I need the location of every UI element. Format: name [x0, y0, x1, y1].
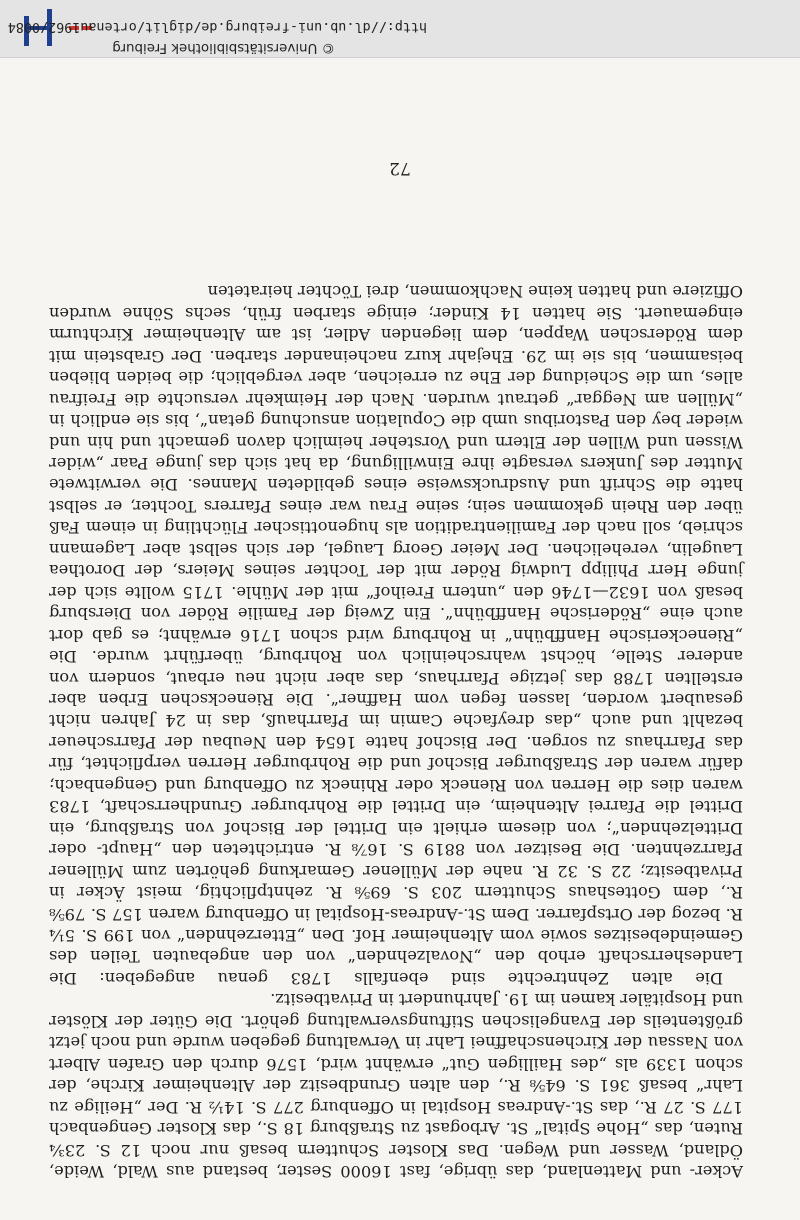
copyright-notice: © Universitätsbibliothek Freiburg: [112, 40, 335, 55]
page-number: 72: [389, 158, 411, 178]
page-text: [49, 281, 743, 1182]
paragraph-1: Acker- und Mattenland, das übrige, fast 16000 Sester, bestand aus Wald, Weide, Ödland, Wasser und Wegen. Das Kloster Schuttern besaß nur noch 12 S. 23¾ Ruten, das „Hohe Spital“ St. Arbogast zu Straßburg 18 S., das Kloster Gengenbach 177 S. 27 R., das St.-Andreas Hospital in Offenburg 277 S. 14½ R. Der „Heilige zu Lahr“ besaß 361 S. 64⅝ R., den alten Grundbesitz der Altenheimer Kirche, der schon 1339 als „des Hailligen Gut“ erwähnt wird, 1576 durch den Grafen Albert von Nassau der Kirchenschaffnei Lahr in Verwaltung gegeben wurde und noch jetzt größtenteils der Evangelischen Stiftungsverwaltung gehört. Die Güter der Klöster und Hospitäler kamen im 19. Jahrhundert in Privatbesitz.: [49, 990, 743, 1181]
scanned-page: [0, 58, 800, 1220]
source-url[interactable]: http://dl.ub.uni-freiburg.de/diglit/ortenau1962/0084: [7, 19, 427, 34]
paragraph-2: Die alten Zehntrechte sind ebenfalls 1783 genau angegeben: Die Landesherrschaft erhob den „Novalzehnden“ von den angebauten Teilen des Gemeindebesitzes sowie vom Altenheimer Hof. Den „Etterzehnden“ von 199 S. 5¼ R. bezog der Ortspfarrer. Dem St.-Andreas-Hospital in Offenburg waren 157 S. 79⅝ R., dem Gotteshaus Schuttern 203 S. 69⅝ R. zehntpflichtig, meist Äcker in Privatbesitz; 22 S. 32 R. nahe der Müllener Gemarkung gehörten zum Müllener Pfarrzehnten. Die Besitzer von 8819 S. 16⅞ R. entrichteten den „Haupt- oder Drittelzehnden“; von diesem erhielt ein Drittel der Bischof von Straßburg, ein Drittel die Pfarrei Altenheim, ein Drittel die Rohrburger Grundherrschaft, 1783 waren dies die Herren von Rieneck oder Rhineck zu Offenburg und Gengenbach; dafür waren der Straßburger Bischof und die Rohrburger Herren verpflichtet, für das Pfarrhaus zu sorgen. Der Bischof hatte 1654 den Neubau der Pfarrscheuer bezahlt und auch „das dreyfache Camin im Pfarrhauß, das in 24 Jahren nicht gesaubert worden, lassen fegen vom Haffner“. Die Rieneckschen Erben aber erstellten 1788 das jetzige Pfarrhaus, das aber nicht neu erbaut, sondern von anderer Stelle, höchst wahrscheinlich von Rohrburg, überführt wurde. Die „Rieneckerische Hanffbühn“ in Rohrburg wird schon 1716 erwähnt; es gab dort auch eine „Röderische Hanffbühn“. Ein Zweig der Familie Röder von Diersburg besaß von 1632—1746 den „untern Freihof“ mit der Mühle. 1715 wollte sich der junge Herr Philipp Ludwig Röder mit der Tochter seines Meiers, der Dorothea Laugelin, verehelichen. Der Meier Georg Laugel, der sich selbst aber Lagemann schrieb, soll nach der Familientradition als hugenottischer Flüchtling in einem Faß über den Rhein gekommen sein; seine Frau war eines Pfarrers Tochter, er selbst hatte die Schrift und Ausdrucksweise eines gebildeten Mannes. Die verwitwete Mutter des Junkers versagte ihre Einwilligung, da hat sich das junge Paar „wider Wissen und Willen der Eltern und Vorsteher heimlich davon gemacht und hin und wieder bey den Pastoribus umb die Copulation ansuchung getan“, bis sie endlich in „Müllen am Neggar“ getraut wurden. Nach der Heimkehr versuchte die Freifrau alles, um die Scheidung der Ehe zu erreichen, aber vergeblich; die beiden blieben beisammen, bis sie im 29. Ehejahr kurz nacheinander starben. Der Grabstein mit dem Röderschen Wappen, dem liegenden Adler, ist am Altenheimer Kirchturm eingemauert. Sie hatten 14 Kinder; einige starben früh, sechs Söhne wurden Offiziere und hatten keine Nachkommen, drei Töchter heirateten: [49, 282, 743, 988]
footer-bar: [0, 0, 800, 58]
